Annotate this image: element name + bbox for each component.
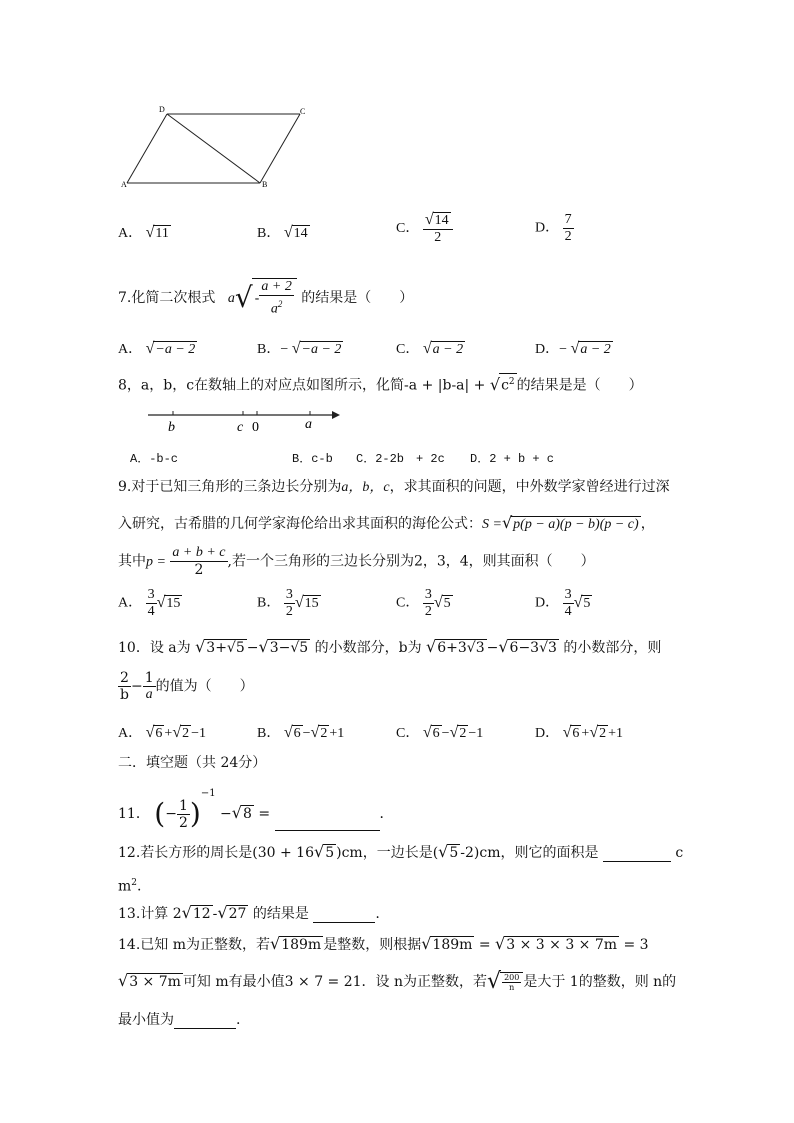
question-10-line-2: $\frac{2}{b}$ − $\frac{1}{a}$ 的值为（ ）: [120, 670, 254, 703]
answer-blank-12[interactable]: [603, 849, 671, 862]
question-10-line-1: 10．设 a为 √3+√5 −√3−√5 的小数部分，b为 √6+3√3 −√6−3√3 的小数部分，则: [118, 637, 662, 656]
question-13: 13.计算 2√12 -√27 的结果是 .: [118, 903, 380, 922]
vertex-label-d: D: [159, 105, 165, 114]
q10-option-d: D． √6 +√2 +1: [535, 724, 623, 741]
question-14-line-1: 14.已知 m为正整数，若√189m 是整数，则根据√189m = √3 × 3 × 3 × 7m = 3: [118, 934, 649, 953]
question-9-line-1: 9.对于已知三角形的三条边长分别为a，b，c，求其面积的问题，中外数学家曾经进行过深: [118, 479, 670, 495]
q8-option-a: A．-b-c: [130, 452, 179, 466]
q7-option-c: C． √a − 2: [396, 340, 464, 357]
answer-blank-13[interactable]: [313, 910, 375, 923]
q9-option-a: A． $\frac{3}{4}$ √15: [118, 587, 181, 619]
q10-option-a: A． √6 +√2 −1: [118, 724, 206, 741]
label-c: c: [237, 420, 244, 435]
q6-option-c: C． $\frac{√14}{2}$: [396, 212, 453, 246]
vertex-label-a: A: [121, 180, 127, 189]
diagonal-db: [167, 114, 260, 183]
q9-option-b: B． $\frac{3}{2}$ √15: [257, 587, 319, 619]
answer-blank-11[interactable]: [275, 818, 380, 831]
question-14-line-3: 最小值为 .: [118, 1012, 241, 1028]
question-9-line-3: 其中p = $\frac{a + b + c}{2}$ ,若一个三角形的三边长分别为2，3，4，则其面积（ ）: [118, 545, 595, 578]
number-line: [140, 404, 350, 436]
answer-blank-14[interactable]: [174, 1016, 236, 1029]
parallelogram-figure: [115, 100, 315, 195]
question-14-line-2: √3 × 7m 可知 m有最小值3 × 7 = 21．设 n为正整数，若√ $\frac{200}{n}$ 是大于 1的整数，则 n的: [118, 969, 677, 994]
q8-option-b: B．c-b: [292, 452, 333, 466]
q6-option-b: B． √14: [257, 224, 308, 241]
section-heading-fill-in: 二．填空题（共 24分）: [118, 755, 267, 771]
question-12-line-2: $m^2$.: [118, 878, 142, 895]
q9-option-d: D． $\frac{3}{4}$ √5: [535, 587, 591, 619]
q8-option-d: D．2 + b + c: [470, 452, 555, 466]
q10-option-b: B． √6 −√2 +1: [257, 724, 345, 741]
axis-arrow-icon: [332, 411, 340, 419]
q7-option-b: B．− √−a − 2: [257, 340, 342, 357]
question-8: 8，a，b，c在数轴上的对应点如图所示，化简$-a + |b-a| + √c^2$ 的结果是是（ ）: [118, 374, 643, 394]
edge-bc: [260, 114, 300, 183]
question-11: 11． (− $\frac{1}{2}$ )$^{-1}$ −√8 = ．: [118, 788, 394, 831]
q9-option-c: C． $\frac{3}{2}$ √5: [396, 587, 451, 619]
q7-option-d: D．− √a − 2: [535, 340, 611, 357]
q6-option-d: D． $\frac{7}{2}$: [535, 212, 572, 244]
edge-ad: [127, 114, 167, 183]
q6-option-a: A． √11: [118, 224, 169, 241]
q10-option-c: C． √6 −√2 −1: [396, 724, 484, 741]
vertex-label-b: B: [262, 180, 268, 189]
q7-option-a: A． √−a − 2: [118, 340, 196, 357]
label-b: b: [168, 420, 175, 435]
question-7: 7.化简二次根式 a√ - $\frac{a + 2}{a^2}$ 的结果是（ ）: [118, 279, 414, 317]
q8-option-c: C．2-2b + 2c: [356, 452, 445, 466]
label-zero: 0: [252, 420, 259, 435]
vertex-label-c: C: [300, 107, 306, 116]
label-a: a: [305, 417, 312, 432]
question-9-line-2: 入研究，古希腊的几何学家海伦给出求其面积的海伦公式：S =√p(p − a)(p − b)(p − c) ，: [118, 513, 655, 532]
question-12-line-1: 12.若长方形的周长是(30 + 16√5 )cm，一边长是(√5 -2)cm，则它的面积是 c: [118, 842, 684, 861]
